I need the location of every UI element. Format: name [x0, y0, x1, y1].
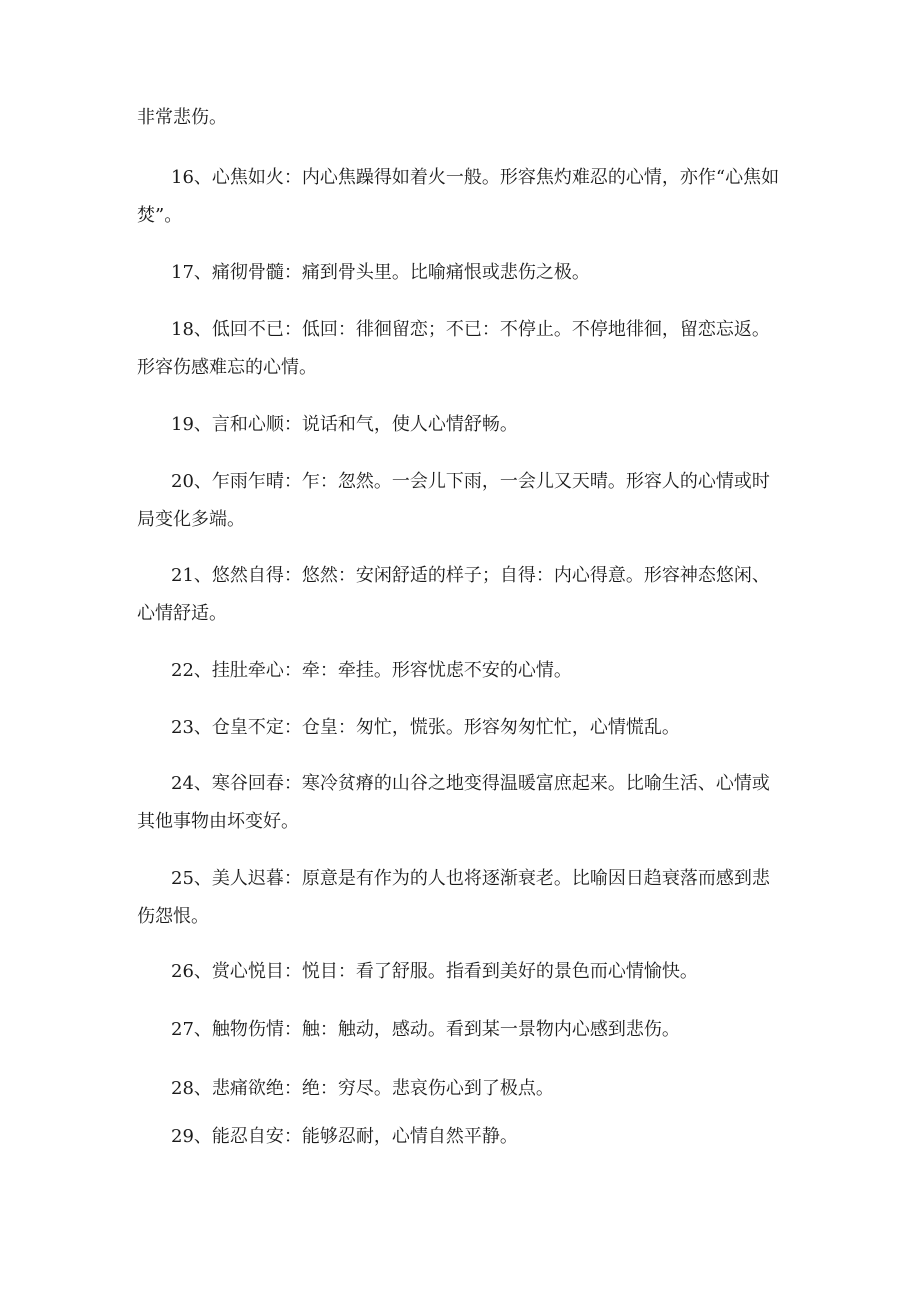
entry-26: 26、赏心悦目：悦目：看了舒服。指看到美好的景色而心情愉快。: [171, 961, 698, 982]
entry-29: 29、能忍自安：能够忍耐，心情自然平静。: [171, 1126, 518, 1147]
entry-27: 27、触物伤情：触：触动，感动。看到某一景物内心感到悲伤。: [171, 1019, 680, 1040]
entry-23: 23、仓皇不定：仓皇：匆忙，慌张。形容匆匆忙忙，心情慌乱。: [171, 717, 680, 738]
entry-19: 19、言和心顺：说话和气，使人心情舒畅。: [171, 414, 518, 435]
entry-16: 16、心焦如火：内心焦躁得如着火一般。形容焦灼难忍的心情，亦作“心焦如焚”。: [137, 167, 780, 226]
entry-20: 20、乍雨乍晴：乍：忽然。一会儿下雨，一会儿又天晴。形容人的心情或时局变化多端。: [137, 471, 770, 530]
entry-24: 24、寒谷回春：寒冷贫瘠的山谷之地变得温暖富庶起来。比喻生活、心情或其他事物由坏变好。: [137, 773, 770, 832]
entry-28: 28、悲痛欲绝：绝：穷尽。悲哀伤心到了极点。: [171, 1078, 554, 1099]
entry-22: 22、挂肚牵心：牵：牵挂。形容忧虑不安的心情。: [171, 660, 572, 681]
continued-text: 非常悲伤。: [137, 107, 227, 128]
entry-21: 21、悠然自得：悠然：安闲舒适的样子；自得：内心得意。形容神态悠闲、心情舒适。: [137, 565, 770, 624]
entry-18: 18、低回不已：低回：徘徊留恋；不已：不停止。不停地徘徊，留恋忘返。形容伤感难忘的心情。: [137, 319, 770, 378]
entry-17: 17、痛彻骨髓：痛到骨头里。比喻痛恨或悲伤之极。: [171, 262, 590, 283]
entry-25: 25、美人迟暮：原意是有作为的人也将逐渐衰老。比喻因日趋衰落而感到悲伤怨恨。: [137, 868, 770, 927]
